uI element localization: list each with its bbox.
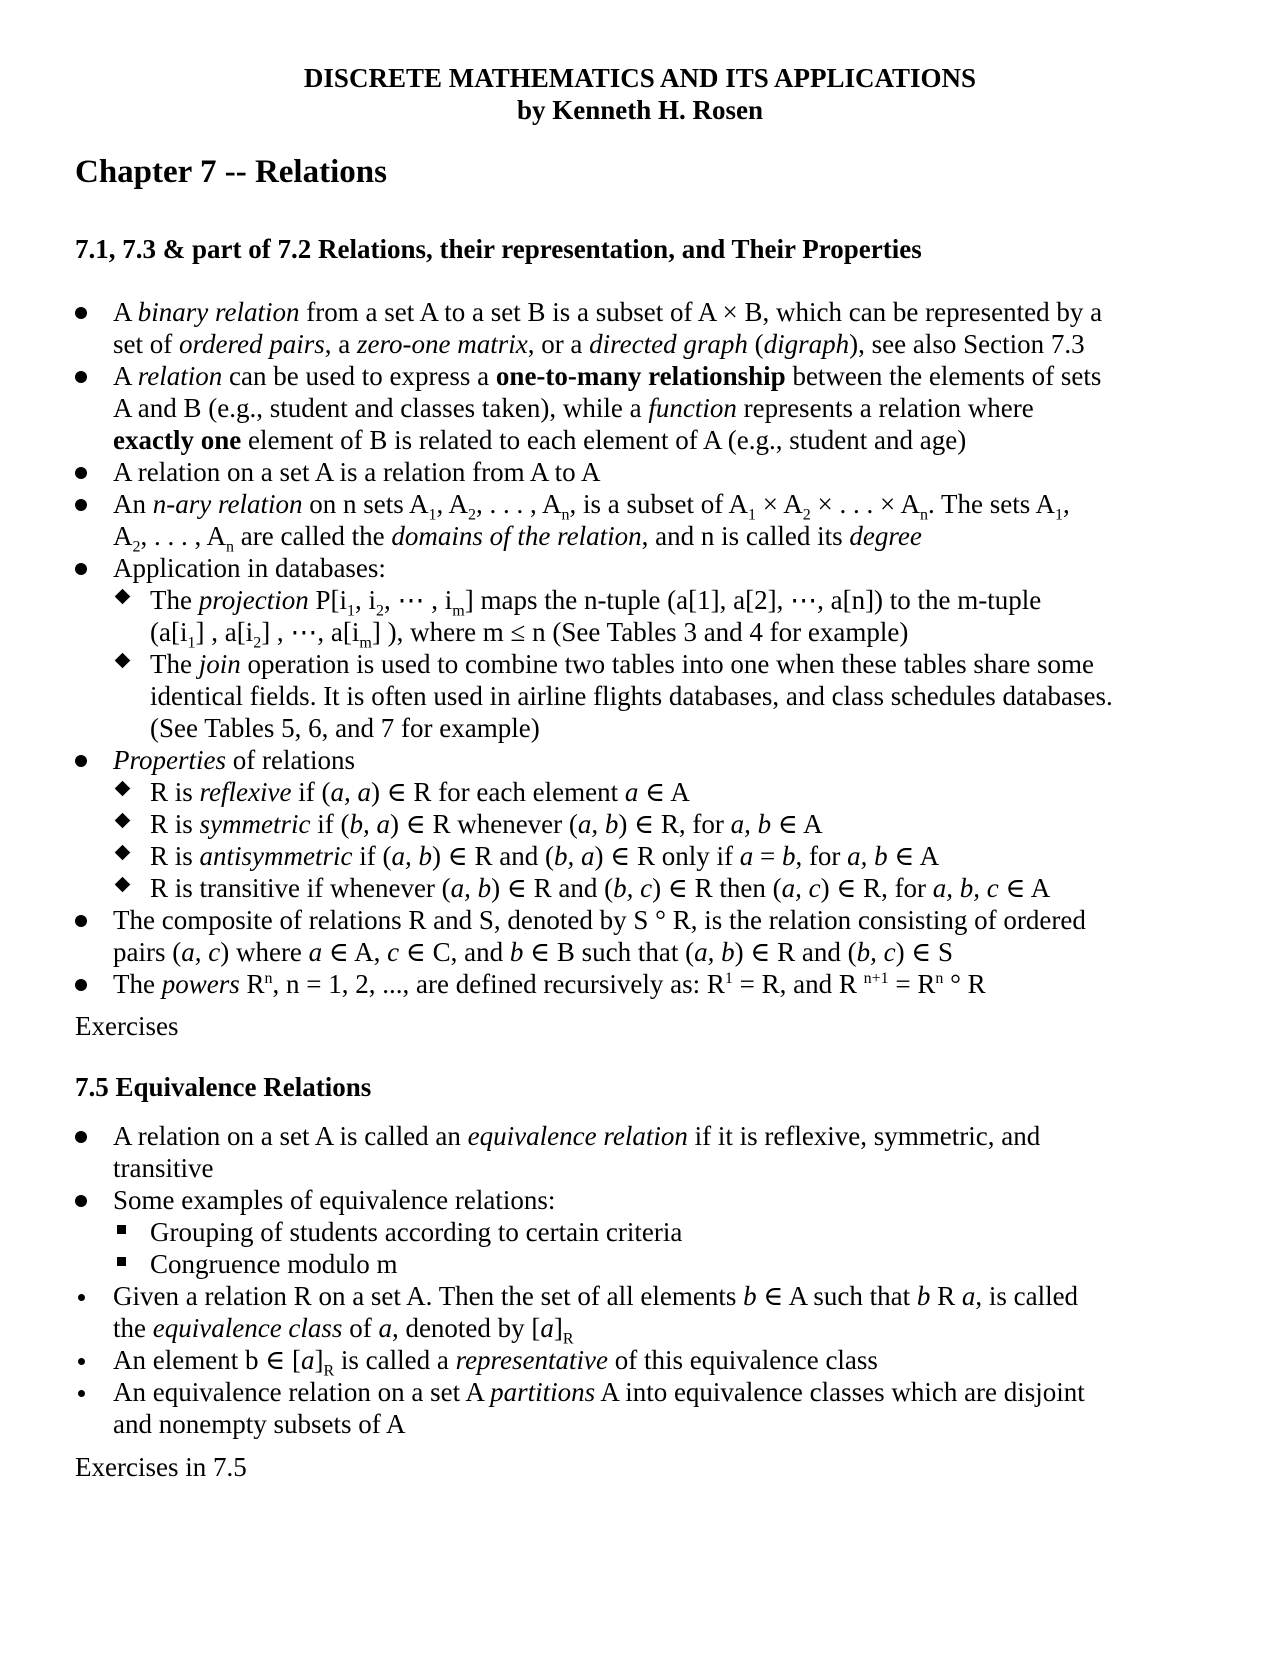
list-item-continuation: $A_2$, . . . , $A_n$ are called the domains of the relation, and n is called its degree: [113, 521, 922, 556]
chapter-title: Chapter 7 -- Relations: [75, 154, 387, 190]
list-item-representative: An element b ∈ $[a]_R$ is called a representative of this equivalence class: [113, 1345, 878, 1380]
diamond-bullet-icon: [115, 845, 131, 861]
bullet-icon: [75, 371, 87, 383]
section-heading-7-5: 7.5 Equivalence Relations: [75, 1072, 372, 1102]
bullet-icon: [75, 979, 87, 991]
list-item-composite: The composite of relations R and S, denoted by S ° R, is the relation consisting of ordered: [113, 905, 1086, 935]
list-item-partitions: An equivalence relation on a set A partitions A into equivalence classes which are disjoint: [113, 1377, 1085, 1407]
list-item-relation-on-set: A relation on a set A is a relation from A to A: [113, 457, 601, 487]
bullet-icon: [75, 1131, 87, 1143]
list-item-n-ary-relation: An n-ary relation on n sets $A_1$, $A_2$, . . . , $A_n$, is a subset of $A_1 \times A_2$ × . . . × $A_n$. The sets $A_1$,: [113, 489, 1070, 524]
square-bullet-icon: [117, 1225, 126, 1234]
diamond-bullet-icon: [115, 877, 131, 893]
exercises-link[interactable]: Exercises: [75, 1011, 179, 1041]
bullet-icon: [78, 1294, 85, 1301]
section-heading-7-1: 7.1, 7.3 & part of 7.2 Relations, their representation, and Their Properties: [75, 234, 922, 264]
list-item-relation-vs-function: A relation can be used to express a one-to-many relationship between the elements of sets: [113, 361, 1102, 391]
diamond-bullet-icon: [115, 781, 131, 797]
bullet-icon: [75, 307, 87, 319]
sub-item-join: The join operation is used to combine two tables into one when these tables share some: [150, 649, 1095, 679]
list-item-powers: The powers $R^n$, n = 1, 2, ..., are defined recursively as: $R^1 = R$, and R $^{n+1} = R^n$ ° R: [113, 969, 986, 999]
sub-item-antisymmetric: R is antisymmetric if (a, b) ∈ R and (b, a) ∈ R only if a = b, for a, b ∈ A: [150, 841, 940, 871]
sub-item-projection: The projection $P[i_1$, $i_2$, ⋯ , $i_m$] maps the n-tuple (a[1], a[2], ⋯, a[n]) to the m-tuple: [150, 585, 1042, 620]
sub-item-continuation: ($a[i_1]$ , $a[i_2]$ , ⋯, $a[i_m]$ ), where m ≤ n (See Tables 3 and 4 for example): [150, 617, 909, 652]
sub-item-symmetric: R is symmetric if (b, a) ∈ R whenever (a, b) ∈ R, for a, b ∈ A: [150, 809, 823, 839]
diamond-bullet-icon: [115, 653, 131, 669]
sub-item-reflexive: R is reflexive if (a, a) ∈ R for each element a ∈ A: [150, 777, 690, 807]
exercises-7-5-link[interactable]: Exercises in 7.5: [75, 1452, 247, 1482]
bullet-icon: [78, 1358, 85, 1365]
square-bullet-icon: [117, 1257, 126, 1266]
list-item-continuation: the equivalence class of a, denoted by $[a]_R$: [113, 1313, 574, 1348]
list-item-continuation: A and B (e.g., student and classes taken), while a function represents a relation where: [113, 393, 1034, 423]
list-item-properties: Properties of relations: [113, 745, 355, 775]
list-item-binary-relation: A binary relation from a set A to a set B is a subset of A × B, which can be represented by a: [113, 297, 1103, 327]
bullet-icon: [75, 1195, 87, 1207]
book-title: DISCRETE MATHEMATICS AND ITS APPLICATIONS: [303, 63, 977, 93]
list-item-equivalence-relation: A relation on a set A is called an equivalence relation if it is reflexive, symmetric, and: [113, 1121, 1041, 1151]
sub-item-continuation: (See Tables 5, 6, and 7 for example): [150, 713, 540, 743]
diamond-bullet-icon: [115, 813, 131, 829]
bullet-icon: [75, 467, 87, 479]
list-item-continuation: exactly one element of B is related to each element of A (e.g., student and age): [113, 425, 967, 455]
sub-item-congruence: Congruence modulo m: [150, 1249, 398, 1279]
bullet-icon: [75, 563, 87, 575]
bullet-icon: [78, 1390, 85, 1397]
sub-item-transitive: R is transitive if whenever (a, b) ∈ R and (b, c) ∈ R then (a, c) ∈ R, for a, b, c ∈ A: [150, 873, 1051, 903]
bullet-icon: [75, 755, 87, 767]
bullet-icon: [75, 915, 87, 927]
diamond-bullet-icon: [115, 589, 131, 605]
list-item-continuation: set of ordered pairs, a zero-one matrix, or a directed graph (digraph), see also Section 7.3: [113, 329, 1085, 359]
list-item-continuation: and nonempty subsets of A: [113, 1409, 406, 1439]
list-item-continuation: pairs (a, c) where a ∈ A, c ∈ C, and b ∈ B such that (a, b) ∈ R and (b, c) ∈ S: [113, 937, 954, 967]
list-item-databases: Application in databases:: [113, 553, 386, 583]
list-item-continuation: transitive: [113, 1153, 214, 1183]
sub-item-continuation: identical fields. It is often used in airline flights databases, and class schedules databases.: [150, 681, 1113, 711]
list-item-equivalence-class: Given a relation R on a set A. Then the set of all elements b ∈ A such that b R a, is called: [113, 1281, 1079, 1311]
sub-item-grouping: Grouping of students according to certain criteria: [150, 1217, 683, 1247]
list-item-examples: Some examples of equivalence relations:: [113, 1185, 556, 1215]
bullet-icon: [75, 499, 87, 511]
book-author: by Kenneth H. Rosen: [516, 95, 764, 125]
